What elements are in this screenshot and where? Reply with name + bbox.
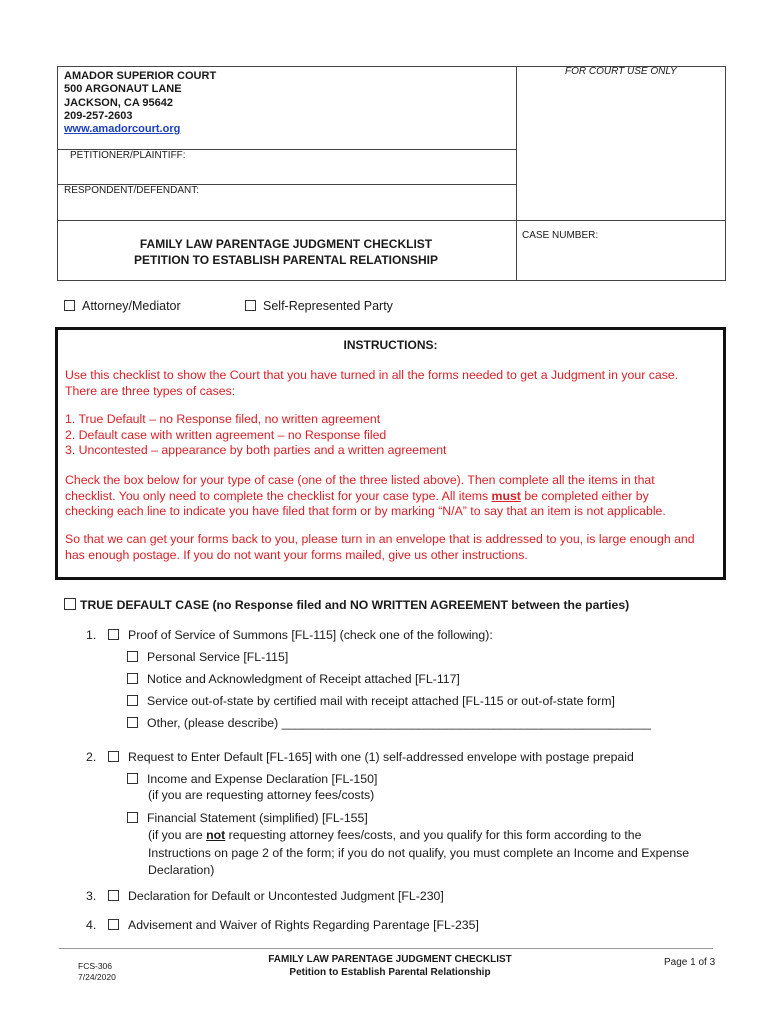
sub-note: Instructions on page 2 of the form; if you do not qualify, you must complete an Income and Expense bbox=[148, 846, 690, 860]
sub-income-expense[interactable] bbox=[127, 771, 377, 788]
footer-title-line2: Petition to Establish Parental Relationship bbox=[289, 967, 491, 978]
instructions-paragraph-4 bbox=[65, 532, 715, 563]
other-checkbox[interactable] bbox=[127, 717, 138, 728]
sub-label: Personal Service [FL-115] bbox=[147, 650, 289, 664]
true-default-section-title[interactable] bbox=[64, 598, 629, 612]
section-title-text: TRUE DEFAULT CASE (no Response filed and NO WRITTEN AGREEMENT between the parties) bbox=[80, 598, 630, 612]
attorney-checkbox[interactable] bbox=[64, 300, 75, 311]
form-title bbox=[57, 236, 515, 268]
instructions-heading: INSTRUCTIONS: bbox=[343, 338, 438, 352]
caption-rule bbox=[58, 220, 516, 221]
declaration-default-checkbox[interactable] bbox=[108, 890, 119, 901]
out-of-state-checkbox[interactable] bbox=[127, 695, 138, 706]
form-date: 7/24/2020 bbox=[78, 972, 116, 982]
court-name: AMADOR SUPERIOR COURT bbox=[64, 70, 217, 82]
petitioner-label: PETITIONER/PLAINTIFF: bbox=[70, 150, 186, 161]
item-request-default[interactable] bbox=[108, 749, 634, 766]
footer-title bbox=[200, 953, 580, 979]
must-emphasis: must bbox=[491, 488, 521, 503]
page-number: Page 1 of 3 bbox=[664, 957, 716, 968]
item-number: 2. bbox=[86, 750, 97, 764]
instructions-line bbox=[65, 489, 715, 505]
instructions-paragraph-3 bbox=[65, 473, 715, 520]
sub-out-of-state[interactable] bbox=[127, 693, 615, 710]
item-label: Advisement and Waiver of Rights Regarding Parentage [FL-235] bbox=[128, 918, 479, 932]
request-default-checkbox[interactable] bbox=[108, 751, 119, 762]
item-label: Proof of Service of Summons [FL-115] (check one of the following): bbox=[128, 628, 493, 642]
instructions-text: be completed either by bbox=[520, 488, 649, 503]
footer-title-line1: FAMILY LAW PARENTAGE JUDGMENT CHECKLIST bbox=[268, 954, 512, 965]
sub-label: Financial Statement (simplified) [FL-155] bbox=[147, 811, 368, 825]
form-id: FCS-306 bbox=[78, 961, 113, 971]
attorney-label: Attorney/Mediator bbox=[82, 299, 181, 313]
footer-divider bbox=[59, 948, 713, 949]
instructions-paragraph-1 bbox=[65, 368, 715, 399]
sub-other[interactable] bbox=[127, 715, 651, 732]
item-number: 1. bbox=[86, 628, 97, 642]
item-declaration-default[interactable] bbox=[108, 888, 444, 905]
item-number: 4. bbox=[86, 918, 97, 932]
court-city: JACKSON, CA 95642 bbox=[64, 96, 174, 109]
caption-divider bbox=[516, 67, 517, 280]
item-proof-of-service[interactable] bbox=[108, 627, 493, 644]
case-type-item: 1. True Default – no Response filed, no written agreement bbox=[65, 412, 381, 426]
respondent-label: RESPONDENT/DEFENDANT: bbox=[64, 185, 200, 196]
notice-ack-checkbox[interactable] bbox=[127, 673, 138, 684]
self-represented-checkbox[interactable] bbox=[245, 300, 256, 311]
sub-notice-ack[interactable] bbox=[127, 671, 460, 688]
instructions-line: So that we can get your forms back to you, please turn in an envelope that is addressed to you, is large enough and bbox=[65, 532, 695, 546]
instructions-line: has enough postage. If you do not want your forms mailed, give us other instructions. bbox=[65, 547, 528, 562]
attorney-option[interactable] bbox=[64, 299, 181, 313]
item-number: 3. bbox=[86, 889, 97, 903]
caption-rule bbox=[516, 220, 725, 221]
instructions-line: checking each line to indicate you have filed that form or by marking “N/A” to say that an item is not applicable. bbox=[65, 504, 666, 518]
item-label: Declaration for Default or Uncontested Judgment [FL-230] bbox=[128, 889, 444, 903]
proof-of-service-checkbox[interactable] bbox=[108, 629, 119, 640]
instructions-line: Use this checklist to show the Court that you have turned in all the forms needed to get a Judgment in your case. bbox=[65, 368, 679, 382]
court-street: 500 ARGONAUT LANE bbox=[64, 83, 182, 96]
sub-note-text: requesting attorney fees/costs, and you qualify for this form according to the bbox=[225, 828, 642, 842]
financial-statement-checkbox[interactable] bbox=[127, 812, 138, 823]
sub-label: Other, (please describe) ______________________________________________________ bbox=[147, 716, 651, 730]
instructions-line: There are three types of cases: bbox=[65, 383, 236, 398]
true-default-checkbox[interactable] bbox=[64, 598, 76, 610]
form-title-line1: FAMILY LAW PARENTAGE JUDGMENT CHECKLIST bbox=[139, 237, 433, 251]
court-address bbox=[64, 70, 216, 136]
sub-personal-service[interactable] bbox=[127, 649, 288, 666]
instructions-line: Check the box below for your type of case (one of the three listed above). Then complete all the items in that bbox=[65, 473, 655, 487]
self-represented-option[interactable] bbox=[245, 299, 393, 313]
self-represented-label: Self-Represented Party bbox=[263, 299, 393, 313]
form-title-line2: PETITION TO ESTABLISH PARENTAL RELATIONSHIP bbox=[133, 253, 438, 267]
court-phone: 209-257-2603 bbox=[64, 109, 133, 122]
case-type-item: 3. Uncontested – appearance by both parties and a written agreement bbox=[65, 443, 447, 457]
income-expense-checkbox[interactable] bbox=[127, 773, 138, 784]
sub-label: Income and Expense Declaration [FL-150] bbox=[147, 772, 378, 786]
sub-note bbox=[127, 827, 642, 844]
sub-note-text: (if you are bbox=[148, 828, 207, 842]
instructions-text: checklist. You only need to complete the checklist for your case type. All items bbox=[65, 488, 492, 503]
not-emphasis: not bbox=[206, 828, 226, 842]
case-types-list bbox=[65, 412, 715, 459]
sub-financial-statement[interactable] bbox=[127, 810, 368, 827]
court-website-link[interactable]: www.amadorcourt.org bbox=[64, 123, 181, 136]
case-number-label: CASE NUMBER: bbox=[522, 230, 599, 241]
item-label: Request to Enter Default [FL-165] with one (1) self-addressed envelope with postage prepaid bbox=[128, 750, 634, 764]
sub-label: Service out-of-state by certified mail with receipt attached [FL-115 or out-of-state form] bbox=[147, 694, 615, 708]
sub-note: Declaration) bbox=[148, 863, 215, 877]
instructions-box bbox=[55, 327, 726, 580]
sub-label: Notice and Acknowledgment of Receipt attached [FL-117] bbox=[147, 672, 460, 686]
footer-form-info bbox=[78, 961, 116, 983]
sub-note: (if you are requesting attorney fees/costs) bbox=[148, 788, 375, 802]
case-type-item: 2. Default case with written agreement – no Response filed bbox=[65, 427, 387, 442]
personal-service-checkbox[interactable] bbox=[127, 651, 138, 662]
court-use-only: FOR COURT USE ONLY bbox=[565, 66, 677, 77]
advisement-waiver-checkbox[interactable] bbox=[108, 919, 119, 930]
item-advisement-waiver[interactable] bbox=[108, 917, 479, 934]
